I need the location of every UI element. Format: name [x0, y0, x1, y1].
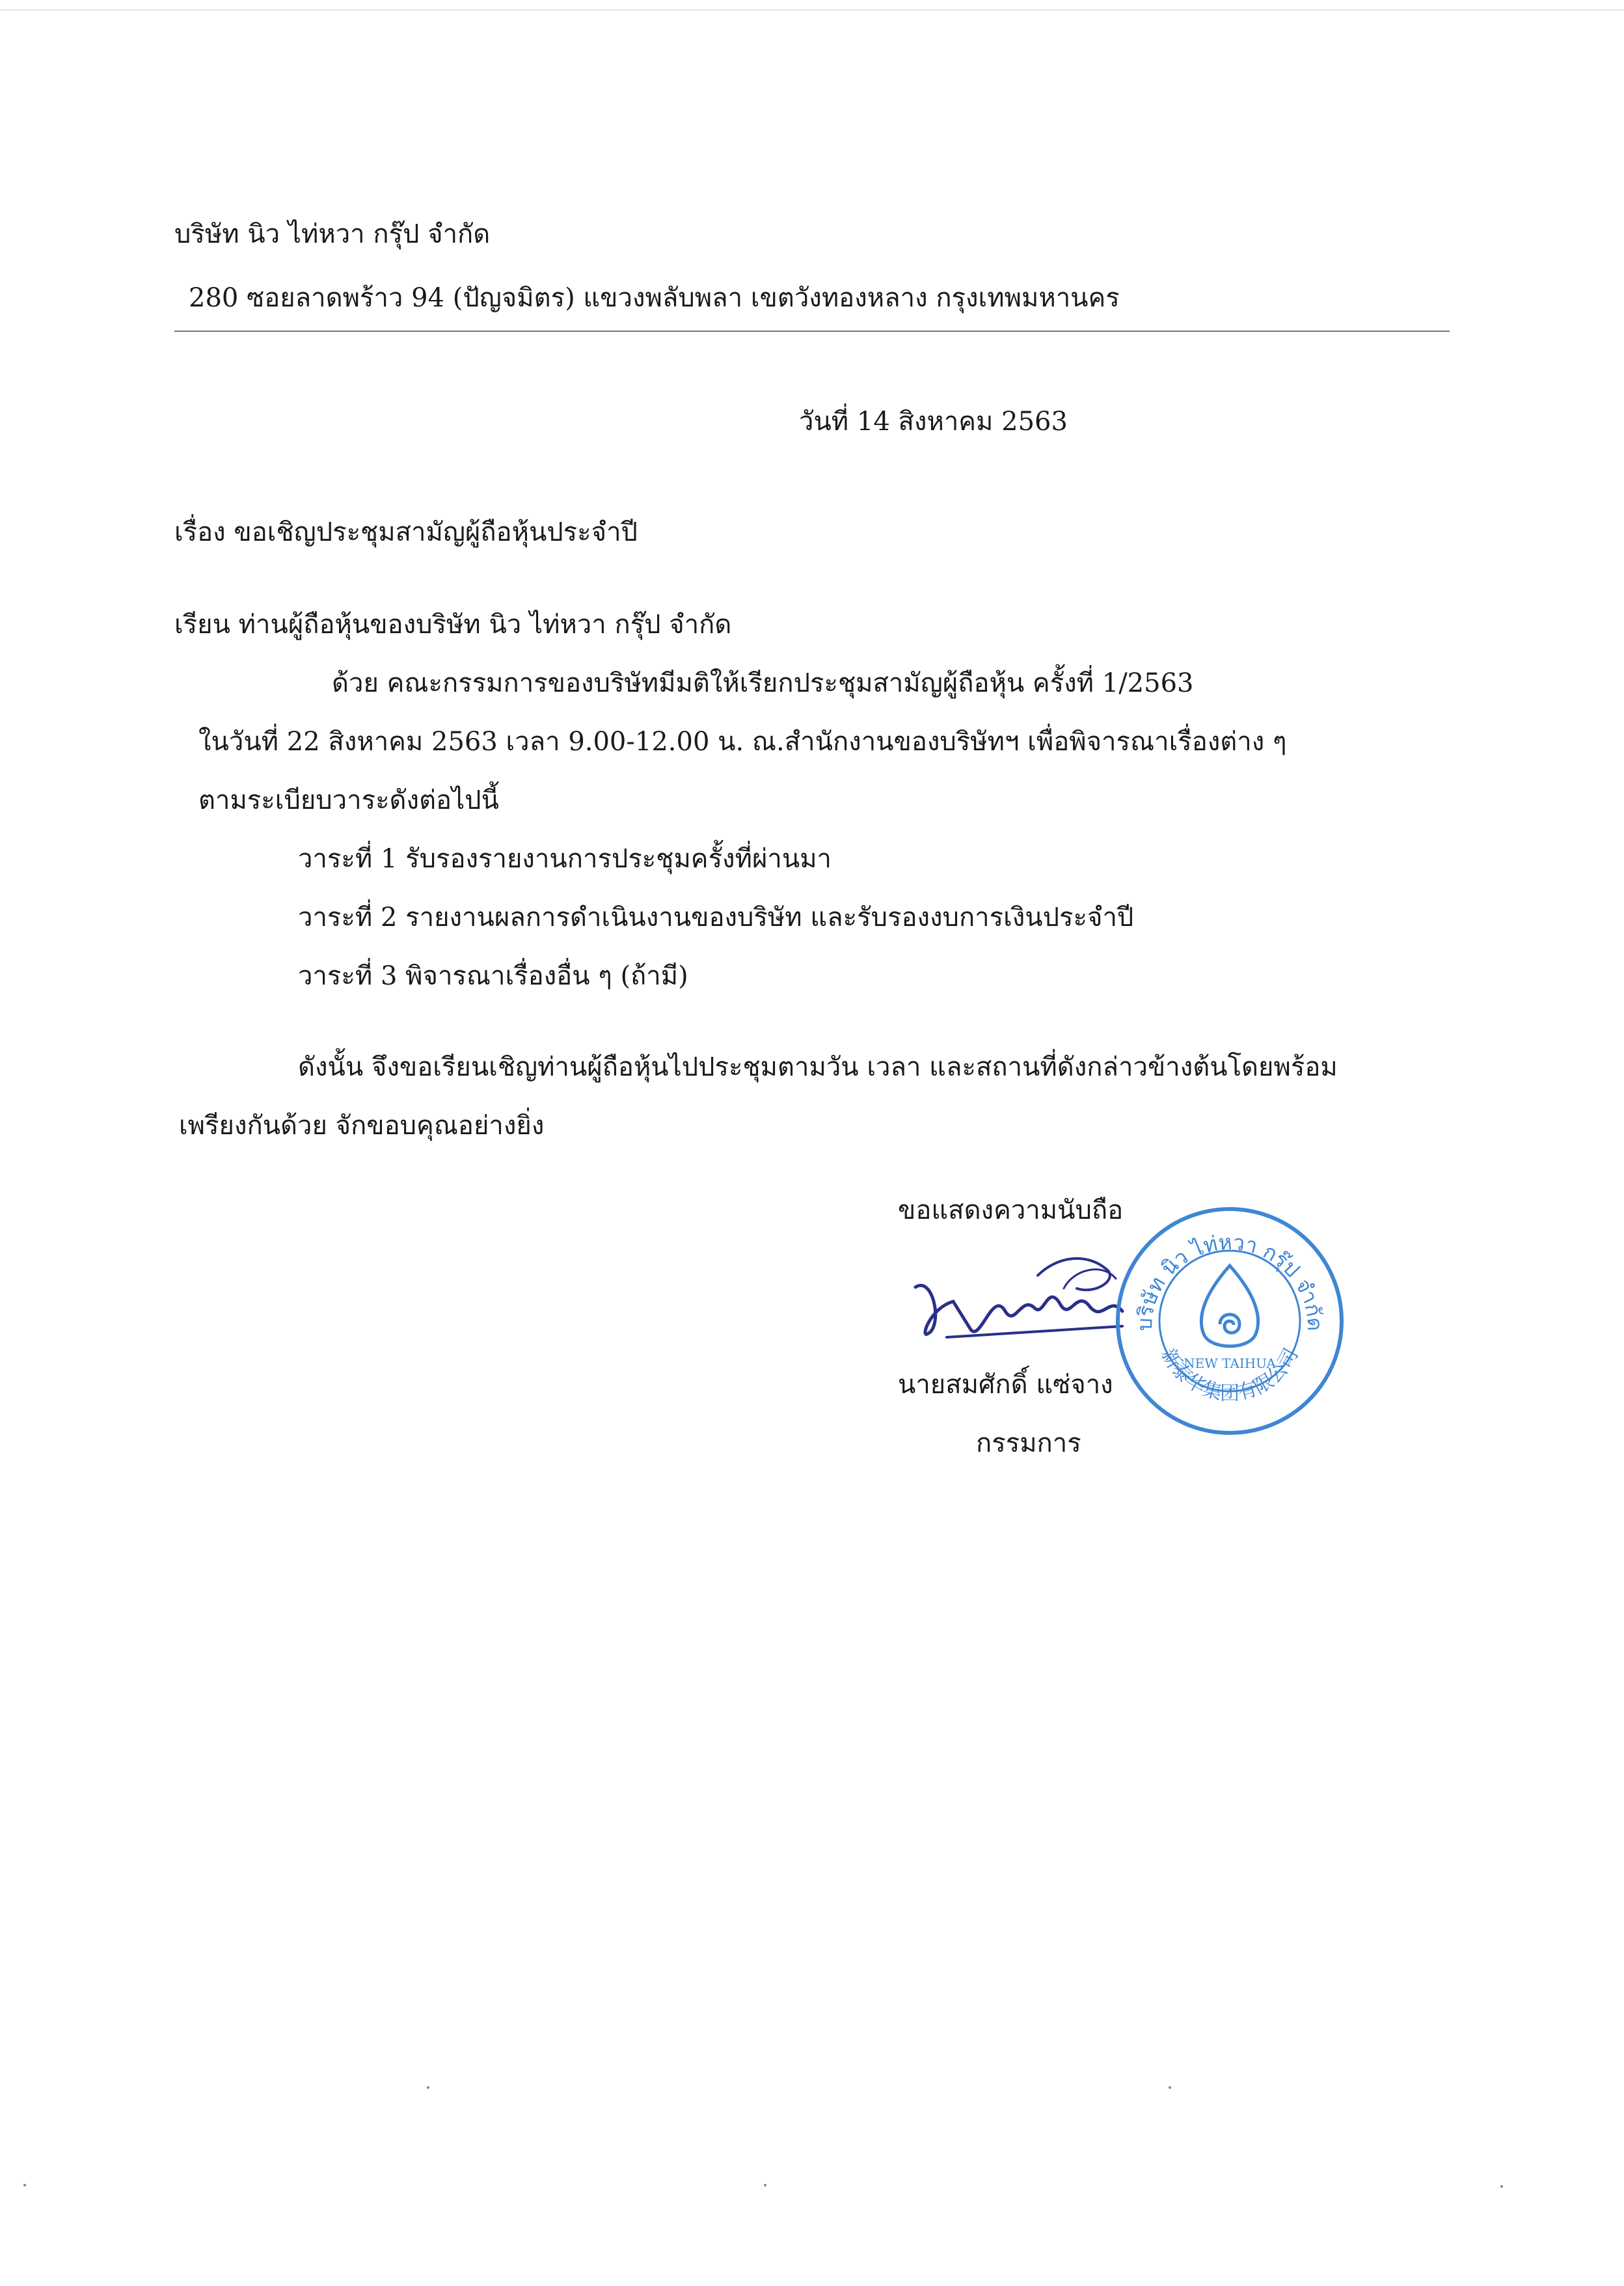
seal-text-inner: NEW TAIHUA — [1184, 1355, 1276, 1371]
letterhead-divider — [174, 331, 1450, 332]
agenda-item-1: วาระที่ 1 รับรองรายงานการประชุมครั้งที่ผ่านมา — [298, 844, 832, 874]
seal-text-top: บริษัท นิว ไท่หวา กรุ๊ป จำกัด — [1131, 1229, 1328, 1332]
body-line-3: ตามระเบียบวาระดังต่อไปนี้ — [198, 785, 499, 815]
closing-line-1: ดังนั้น จึงขอเรียนเชิญท่านผู้ถือหุ้นไปประชุมตามวัน เวลา และสถานที่ดังกล่าวข้างต้นโดยพร้อม — [298, 1052, 1338, 1082]
signoff-regards: ขอแสดงความนับถือ — [898, 1195, 1124, 1225]
letter-salutation: เรียน ท่านผู้ถือหุ้นของบริษัท นิว ไท่หวา กรุ๊ป จำกัด — [174, 610, 732, 640]
page-top-edge — [0, 9, 1624, 10]
company-seal — [1106, 1197, 1353, 1445]
seal-text-bottom: 新泰华集团有限公司 — [1156, 1344, 1303, 1405]
signer-name: นายสมศักดิ์ แซ่จาง — [898, 1370, 1113, 1400]
scan-speck — [764, 2184, 766, 2186]
body-line-1: ด้วย คณะกรรมการของบริษัทมีมติให้เรียกประชุมสามัญผู้ถือหุ้น ครั้งที่ 1/2563 — [332, 668, 1194, 698]
scan-speck — [1169, 2086, 1171, 2089]
signer-title: กรรมการ — [976, 1428, 1081, 1458]
letter-date: วันที่ 14 สิงหาคม 2563 — [799, 407, 1068, 437]
body-line-2: ในวันที่ 22 สิงหาคม 2563 เวลา 9.00-12.00 น. ณ.สำนักงานของบริษัทฯ เพื่อพิจารณาเรื่องต่าง ๆ — [198, 727, 1287, 757]
scan-speck — [427, 2086, 429, 2089]
letter-subject: เรื่อง ขอเชิญประชุมสามัญผู้ถือหุ้นประจำปี — [174, 517, 638, 547]
seal-emblem-icon — [1201, 1266, 1258, 1346]
closing-line-2: เพรียงกันด้วย จักขอบคุณอย่างยิ่ง — [179, 1111, 545, 1141]
scan-speck — [1500, 2185, 1503, 2188]
agenda-item-2: วาระที่ 2 รายงานผลการดำเนินงานของบริษัท และรับรองงบการเงินประจำปี — [298, 903, 1134, 932]
agenda-item-3: วาระที่ 3 พิจารณาเรื่องอื่น ๆ (ถ้ามี) — [298, 961, 688, 991]
company-name: บริษัท นิว ไท่หวา กรุ๊ป จำกัด — [174, 219, 491, 249]
company-address: 280 ซอยลาดพร้าว 94 (ปัญจมิตร) แขวงพลับพลา เขตวังทองหลาง กรุงเทพมหานคร — [189, 283, 1120, 313]
scan-speck — [23, 2184, 26, 2186]
